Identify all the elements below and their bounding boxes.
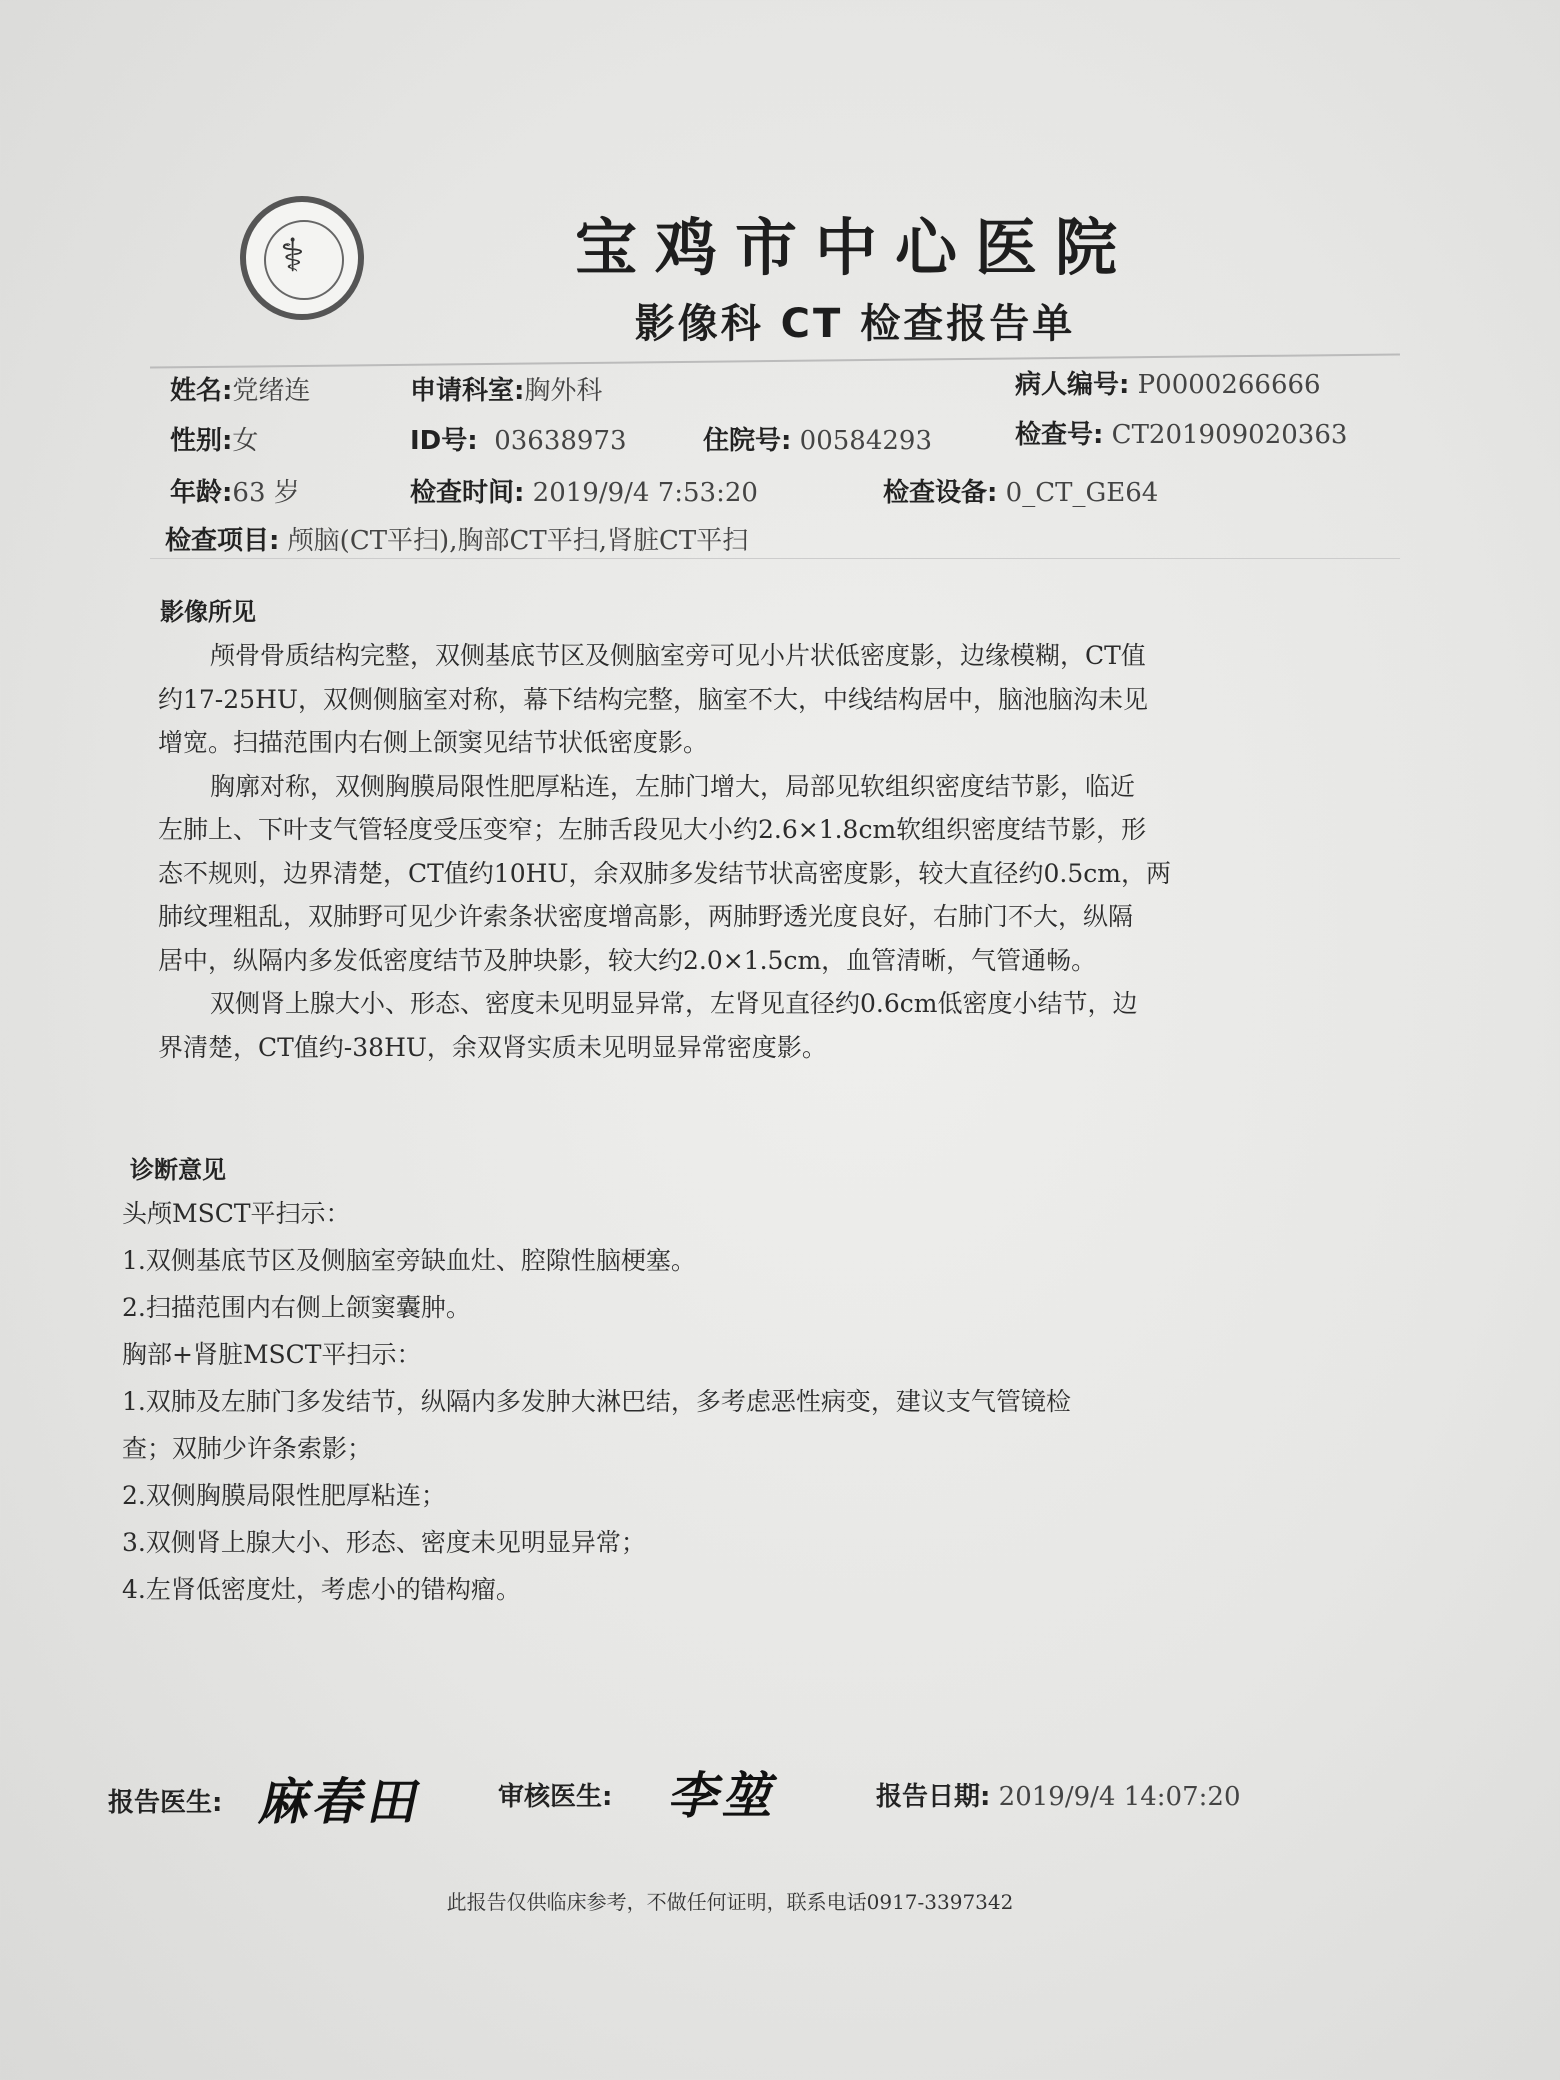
field-exam-no: 检查号: CT201909020363 [1015, 420, 1348, 450]
field-sex: 性别:女 [170, 426, 259, 456]
report-doctor-signature: 麻春田 [254, 1772, 430, 1831]
diagnosis-line: 4.左肾低密度灶，考虑小的错构瘤。 [122, 1575, 521, 1604]
findings-line: 胸廓对称，双侧胸膜局限性肥厚粘连，左肺门增大，局部见软组织密度结节影，临近 [210, 771, 1136, 801]
findings-line: 左肺上、下叶支气管轻度受压变窄；左肺舌段见大小约2.6×1.8cm软组织密度结节影，形 [158, 815, 1147, 844]
findings-line: 态不规则，边界清楚，CT值约10HU，余双肺多发结节状高密度影，较大直径约0.5cm，两 [158, 858, 1171, 888]
report-doctor-label: 报告医生: [108, 1788, 223, 1818]
diagnosis-line: 头颅MSCT平扫示： [122, 1199, 351, 1228]
hospital-logo: ⚕ [240, 196, 364, 320]
diagnosis-heading: 诊断意见 [130, 1156, 226, 1184]
diagnosis-line: 1.双肺及左肺门多发结节，纵隔内多发肿大淋巴结，多考虑恶性病变，建议支气管镜检 [122, 1387, 1071, 1416]
field-device: 检查设备: 0_CT_GE64 [883, 478, 1159, 508]
field-inpatient-no: 住院号: 00584293 [703, 426, 933, 456]
findings-line: 双侧肾上腺大小、形态、密度未见明显异常，左肾见直径约0.6cm低密度小结节，边 [210, 989, 1138, 1018]
field-exam-time: 检查时间: 2019/9/4 7:53:20 [410, 478, 758, 508]
footer-note: 此报告仅供临床参考，不做任何证明，联系电话0917-3397342 [446, 1890, 1014, 1914]
field-patient-no: 病人编号: P0000266666 [1015, 370, 1321, 400]
findings-heading: 影像所见 [160, 598, 256, 626]
findings-line: 居中，纵隔内多发低密度结节及肿块影，较大约2.0×1.5cm，血管清晰，气管通畅。 [158, 945, 1097, 975]
review-doctor-signature: 李堃 [664, 1766, 786, 1825]
review-doctor-label: 审核医生: [498, 1782, 613, 1812]
field-id: ID号: 03638973 [410, 426, 627, 456]
findings-line: 增宽。扫描范围内右侧上颌窦见结节状低密度影。 [158, 728, 709, 757]
diagnosis-line: 查；双肺少许条索影； [122, 1434, 373, 1463]
field-age: 年龄:63 岁 [170, 478, 300, 508]
diagnosis-line: 2.扫描范围内右侧上颌窦囊肿。 [122, 1293, 471, 1322]
report-date: 报告日期: 2019/9/4 14:07:20 [876, 1782, 1241, 1812]
diagnosis-line: 2.双侧胸膜局限性肥厚粘连； [122, 1481, 446, 1510]
findings-line: 肺纹理粗乱，双肺野可见少许索条状密度增高影，两肺野透光度良好，右肺门不大，纵隔 [158, 902, 1134, 931]
report-title: 影像科 CT 检查报告单 [634, 301, 1076, 347]
field-exam-items: 检查项目: 颅脑(CT平扫),胸部CT平扫,肾脏CT平扫 [165, 526, 749, 556]
findings-line: 界清楚，CT值约-38HU，余双肾实质未见明显异常密度影。 [158, 1032, 827, 1062]
findings-text [158, 634, 1171, 1069]
findings-line: 颅骨骨质结构完整，双侧基底节区及侧脑室旁可见小片状低密度影，边缘模糊，CT值 [210, 641, 1146, 670]
field-dept: 申请科室:胸外科 [410, 376, 603, 406]
divider [150, 558, 1400, 559]
diagnosis-line: 1.双侧基底节区及侧脑室旁缺血灶、腔隙性脑梗塞。 [122, 1246, 696, 1275]
diagnosis-line: 3.双侧肾上腺大小、形态、密度未见明显异常； [122, 1528, 646, 1557]
field-name: 姓名:党绪连 [170, 376, 311, 406]
hospital-name: 宝鸡市中心医院 [574, 211, 1135, 284]
diagnosis-text [122, 1190, 1071, 1613]
findings-line: 约17-25HU，双侧侧脑室对称，幕下结构完整，脑室不大，中线结构居中，脑池脑沟未见 [158, 684, 1148, 714]
diagnosis-line: 胸部+肾脏MSCT平扫示： [122, 1340, 422, 1369]
